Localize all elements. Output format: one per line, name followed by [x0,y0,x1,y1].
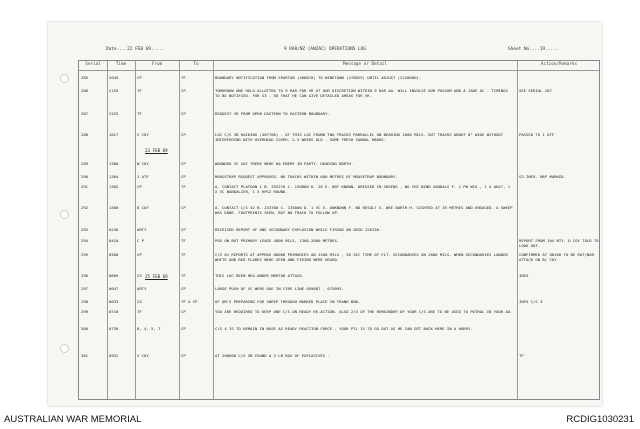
cell-serial: 290 [81,174,89,179]
cell-message: BOUNDARY NOTIFICATION FROM SPARTAN (480870) TO NINETOWN (470825) UNTIL ADJUST (221800H). [215,75,422,80]
archive-name: AUSTRALIAN WAR MEMORIAL [4,414,142,425]
cell-message: YOU ARE REQUIRED TO KEEP ONE C/S ON READY RE-ACTION. ALSO 2/3 OF THE REMAINDER OF YOUR C/S ARE TO BE USED TO PATROL IN YOUR AO. [215,309,513,314]
cell-time: 0730 [109,326,119,331]
cell-message: POS ON BUT PRIMARY LEAGE 4800 MILS, 1300-2000 METRES. [215,238,340,243]
log-title: 9 RAR/NZ (ANZAC) OPERATIONS LOG [284,47,366,52]
cell-message: C/S 61 REPORTS AT APPROX 0600H PRIMARIES ON 2200 MILS , 30 SEC TIME OF FLT. SECONDARIES ON 2800 MILS. WHEN SECONDARIES LANDED WHITE AND RED FLARES WERE SEEN AND FIRING WERE HEARD. [215,252,508,262]
cell-time: 0932 [109,353,119,358]
cell-action: INFO [519,273,529,278]
cell-time: 1300 [109,161,119,166]
punch-hole [60,210,69,219]
cell-serial: 296 [81,273,89,278]
cell-from: V COY [137,132,149,137]
cell-time: 0410 [109,238,119,243]
cell-action: SEE SERIAL 287 [519,88,552,93]
cell-serial: 297 [81,286,89,291]
cell-to: CP [181,227,186,232]
cell-to: CP [181,286,186,291]
cell-from: C P [137,238,145,243]
cell-to: TF [181,75,186,80]
cell-to: TF [181,273,186,278]
punch-hole [60,344,69,353]
punch-hole [60,74,69,83]
cell-time: 0609 [109,273,119,278]
cell-message: WOUNDED VC SAY THERE WERE 60 ENEMY IN PARTY. HEADING NORTH. [215,161,354,166]
cell-time: 1300 [109,205,119,210]
cell-time: 2045 [109,75,119,80]
cell-action: INFO C/S 3 [519,299,543,304]
cell-to: TF & CP [181,299,198,304]
cell-action: REPORT FROM 104 BTY. D COY TOLD TO LOOK OUT. [519,238,599,248]
cell-time: 0500 [109,252,119,257]
cell-action: CONFIRMED AT 0810H TO BE RAT/NOR ATTACK ON B/ COY [519,252,594,262]
cell-serial: 287 [81,111,89,116]
cell-time: 1017 [109,132,119,137]
cell-time: 0236 [109,227,119,232]
cell-message: REQUEST VR FROM OPEN EASTERN TO EASTERN BOUNDARY. [215,111,330,116]
cell-action: TF [519,353,524,358]
cell-time: 2155 [109,88,119,93]
cell-from: W COY [137,161,149,166]
cell-message: LOC C/S 3B RAIDING (487708) . AT THIS LOC FOUND TWO TRACKS PARRALLEL ON BEARING 2000 MILS. OUT TRACKS ABOUT 8" WIDE WITHOUT INTERFERING WITH OVERHEAD COVER. 2-3 WEEKS OLD . SOME FRESH SANDAL MARKS. [215,132,504,142]
col-time: Time [115,62,127,67]
cell-from: 23 [137,273,142,278]
cell-serial: 294 [81,238,89,243]
sheet-number-field: Sheet No....19..... [508,47,559,52]
cell-to: CP [181,174,186,179]
cell-from: 8, 4, 5, 7 [137,326,161,331]
cell-serial: 300 [81,326,89,331]
cell-time: 0716 [109,309,119,314]
cell-message: AT 206600 C/S 3B FOUND A 3 LB BOX OF EXPLOSIVES . [215,353,330,358]
col-message: Message or Detail [343,62,387,67]
cell-from: TF [137,309,142,314]
cell-to: TF [181,238,186,243]
cell-from: CP [137,75,142,80]
date-heading: 25 FEB 69 [145,274,168,279]
cell-to: CP [181,326,186,331]
cell-from: CP [137,252,142,257]
cell-from: ARTY [137,227,147,232]
cell-action: PASSED TO 1 ATF [519,132,555,137]
col-to: To [193,62,199,67]
cell-to: TF [181,184,186,189]
log-sheet [48,22,602,406]
cell-message: THIS LOC BEEN HEA UNDER MORTAR ATTACK. [215,273,305,278]
col-serial: Serial [85,62,101,67]
cell-from: TF [137,88,142,93]
cell-serial: 299 [81,309,89,314]
cell-to: CP [181,353,186,358]
cell-serial: 285 [81,75,89,80]
cell-action: S3 INFO. MAP MARKED. [519,174,566,179]
cell-message: LARGE PUSH OF VC WERE DUE IN FIRE LINE 059087 - 075093. [215,286,344,291]
cell-time: 1304 [109,174,119,179]
cell-from: TF [137,111,142,116]
archive-footer [0,411,640,429]
cell-time: 2225 [109,111,119,116]
cell-serial: 291 [81,184,89,189]
cell-serial: 289 [81,161,89,166]
cell-from: ARTY [137,286,147,291]
cell-serial: 292 [81,205,89,210]
archive-reference: RCDIG1030231 [566,414,634,425]
cell-to: CP [181,132,186,137]
cell-from: D COY [137,205,149,210]
cell-from: V COY [137,353,149,358]
cell-to: CP [181,88,186,93]
cell-from: CP [137,184,142,189]
log-table [78,60,600,400]
cell-serial: 298 [81,299,89,304]
col-action: Action/Remarks [540,62,578,67]
cell-time: 0633 [109,299,119,304]
cell-to: CP [181,309,186,314]
cell-time: 0647 [109,286,119,291]
cell-to: CP [181,111,186,116]
col-from: From [151,62,163,67]
cell-serial: 301 [81,353,89,358]
cell-message: A. CONTACT PLATOON 1 B. 255270 C. 150800 D. 20 E. NOT KNOWN. DRESSED IN GREENS , NO CHI NINH SANDALS F. 1 PW WIA , 1 X AK47, 1 X VC BANDALIER, 1 X RPG2 ROUND. [215,184,511,194]
cell-serial: 286 [81,88,89,93]
cell-to: CP [181,205,186,210]
cell-serial: 293 [81,227,89,232]
cell-from: 1 ATF [137,174,149,179]
cell-to: TF [181,252,186,257]
cell-message: A. CONTACT C/S 42 B. 233700 C. 133000 D. 1 VC E. UNKNOWN F. NO RESULT G. WEE NORTH H. SIGHTED AT 35 METRES AND ENGAGED. A SWEEP WAS DONE. FOOTPRINTS SEEN, BUT NO TRACK TO FOLLOW UP. [215,205,513,215]
date-heading: 23 FEB 69 [145,148,168,153]
cell-time: 1302 [109,184,119,189]
cell-serial: 295 [81,252,89,257]
cell-message: OF QM'S PREPARING FOR SWEEP THROUGH MARKED PLACE IN TRANH BON. [215,299,361,304]
cell-to: CP [181,161,186,166]
cell-from: 23 [137,299,142,304]
cell-serial: 288 [81,132,89,137]
cell-message: RECEIVED REPORT OF ONE SECONDARY EXPLOSION WHILE FIRING ON GRID 126136. [215,227,382,232]
cell-message: MOUSETRAP REQUEST APPROVED. NO TRACKS WITHIN 600 METRES OF MOUSETRAP BOUNDARY. [215,174,398,179]
date-field: Date....22 FEB 69..... [106,47,165,52]
cell-message: C/S 4 IS TO REMAIN IN BASE AS READY REACTION FORCE . YOUR PTL IS TO GO OUT AS HE CAN GET BACK HERE IN A HURRY. [215,326,473,331]
cell-message: TOMORROW ONE HELO ALLOTTED TO 9 RAR FOR VR AT OUR DISCRETION WITHIN 9 RAR AO. WILL INVOLVE OUR POSSUM AND A JADE AC - TIMINGS TO BE NOTIFIED. FOR S3 - 58 THAT HE CAN GIVE DETAILED AREAS FOR VR. [215,88,508,98]
